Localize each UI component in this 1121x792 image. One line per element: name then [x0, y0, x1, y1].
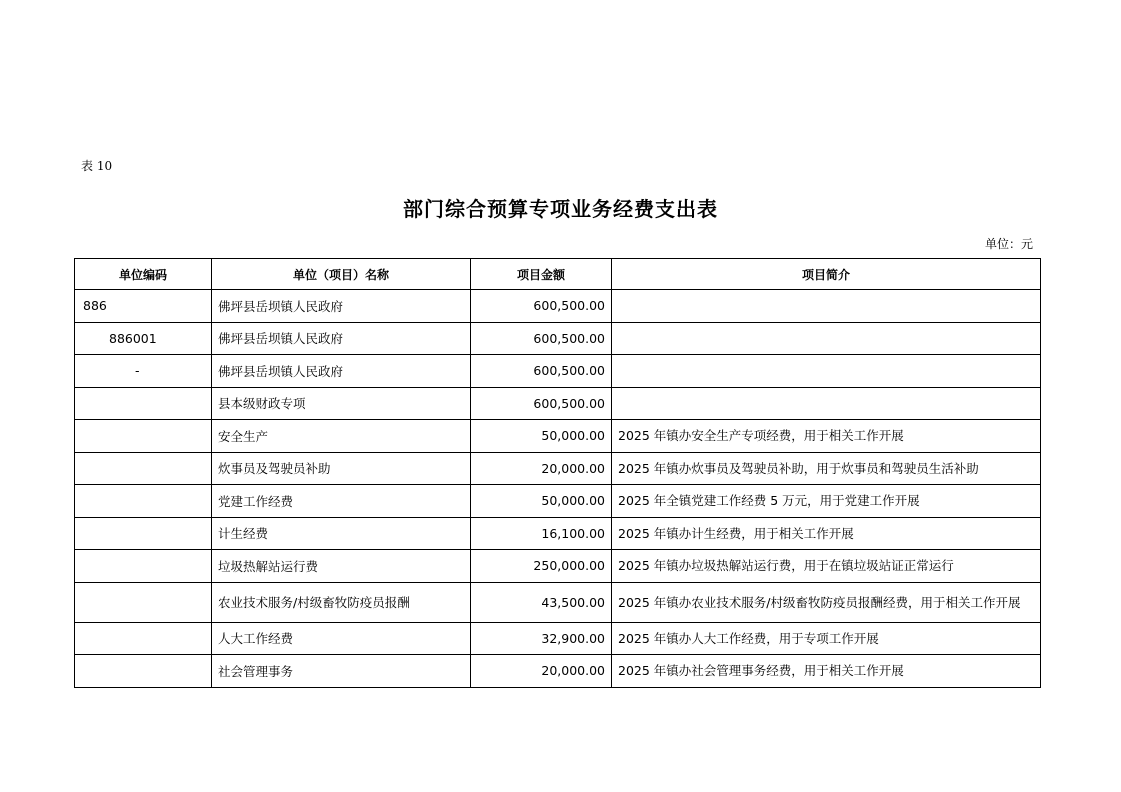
amount-cell: 600,500.00	[471, 355, 612, 388]
unit-code-cell	[75, 387, 212, 420]
unit-code-cell	[75, 517, 212, 550]
table-row	[75, 655, 1041, 688]
unit-code-cell: 886	[75, 290, 212, 323]
description-cell: 2025 年镇办垃圾热解站运行费，用于在镇垃圾站证正常运行	[612, 550, 1041, 583]
header-unit-project-name: 单位（项目）名称	[212, 259, 471, 290]
name-cell: 垃圾热解站运行费	[212, 550, 471, 583]
description-cell	[612, 355, 1041, 388]
name-cell: 佛坪县岳坝镇人民政府	[212, 355, 471, 388]
unit-code-cell	[75, 452, 212, 485]
amount-cell: 32,900.00	[471, 622, 612, 655]
unit-code-cell	[75, 655, 212, 688]
description-cell: 2025 年镇办安全生产专项经费，用于相关工作开展	[612, 420, 1041, 453]
unit-code-cell	[75, 420, 212, 453]
amount-cell: 20,000.00	[471, 452, 612, 485]
amount-cell: 600,500.00	[471, 387, 612, 420]
table-row	[75, 550, 1041, 583]
name-cell: 县本级财政专项	[212, 387, 471, 420]
amount-cell: 50,000.00	[471, 485, 612, 518]
table-row	[75, 387, 1041, 420]
description-cell: 2025 年镇办社会管理事务经费，用于相关工作开展	[612, 655, 1041, 688]
description-cell: 2025 年镇办人大工作经费，用于专项工作开展	[612, 622, 1041, 655]
amount-cell: 50,000.00	[471, 420, 612, 453]
description-cell: 2025 年镇办农业技术服务/村级畜牧防疫员报酬经费，用于相关工作开展	[612, 582, 1041, 622]
amount-cell: 16,100.00	[471, 517, 612, 550]
name-cell: 社会管理事务	[212, 655, 471, 688]
unit-code-cell	[75, 550, 212, 583]
unit-label: 单位：元	[984, 237, 1033, 251]
page-title: 部门综合预算专项业务经费支出表	[403, 197, 718, 221]
unit-code-cell: 886001	[75, 322, 212, 355]
name-cell: 佛坪县岳坝镇人民政府	[212, 290, 471, 323]
table-row	[75, 485, 1041, 518]
amount-cell: 250,000.00	[471, 550, 612, 583]
table-header-row	[75, 259, 1041, 290]
unit-code-cell: -	[75, 355, 212, 388]
name-cell: 安全生产	[212, 420, 471, 453]
unit-code-cell	[75, 485, 212, 518]
amount-cell: 20,000.00	[471, 655, 612, 688]
name-cell: 计生经费	[212, 517, 471, 550]
table-row	[75, 622, 1041, 655]
description-cell	[612, 387, 1041, 420]
name-cell: 人大工作经费	[212, 622, 471, 655]
table-row	[75, 322, 1041, 355]
table-number: 表 10	[81, 159, 113, 173]
description-cell: 2025 年镇办炊事员及驾驶员补助，用于炊事员和驾驶员生活补助	[612, 452, 1041, 485]
unit-code-cell	[75, 582, 212, 622]
header-unit-code: 单位编码	[75, 259, 212, 290]
table-row	[75, 582, 1041, 622]
amount-cell: 43,500.00	[471, 582, 612, 622]
header-project-description: 项目简介	[612, 259, 1041, 290]
table-row	[75, 517, 1041, 550]
name-cell: 党建工作经费	[212, 485, 471, 518]
description-cell: 2025 年镇办计生经费，用于相关工作开展	[612, 517, 1041, 550]
amount-cell: 600,500.00	[471, 290, 612, 323]
table-row	[75, 290, 1041, 323]
name-cell: 佛坪县岳坝镇人民政府	[212, 322, 471, 355]
table-row	[75, 355, 1041, 388]
description-cell	[612, 290, 1041, 323]
description-cell: 2025 年全镇党建工作经费 5 万元，用于党建工作开展	[612, 485, 1041, 518]
table-row	[75, 452, 1041, 485]
name-cell: 炊事员及驾驶员补助	[212, 452, 471, 485]
budget-table	[74, 258, 1041, 688]
header-project-amount: 项目金额	[471, 259, 612, 290]
name-cell: 农业技术服务/村级畜牧防疫员报酬	[212, 582, 471, 622]
amount-cell: 600,500.00	[471, 322, 612, 355]
description-cell	[612, 322, 1041, 355]
unit-code-cell	[75, 622, 212, 655]
table-row	[75, 420, 1041, 453]
